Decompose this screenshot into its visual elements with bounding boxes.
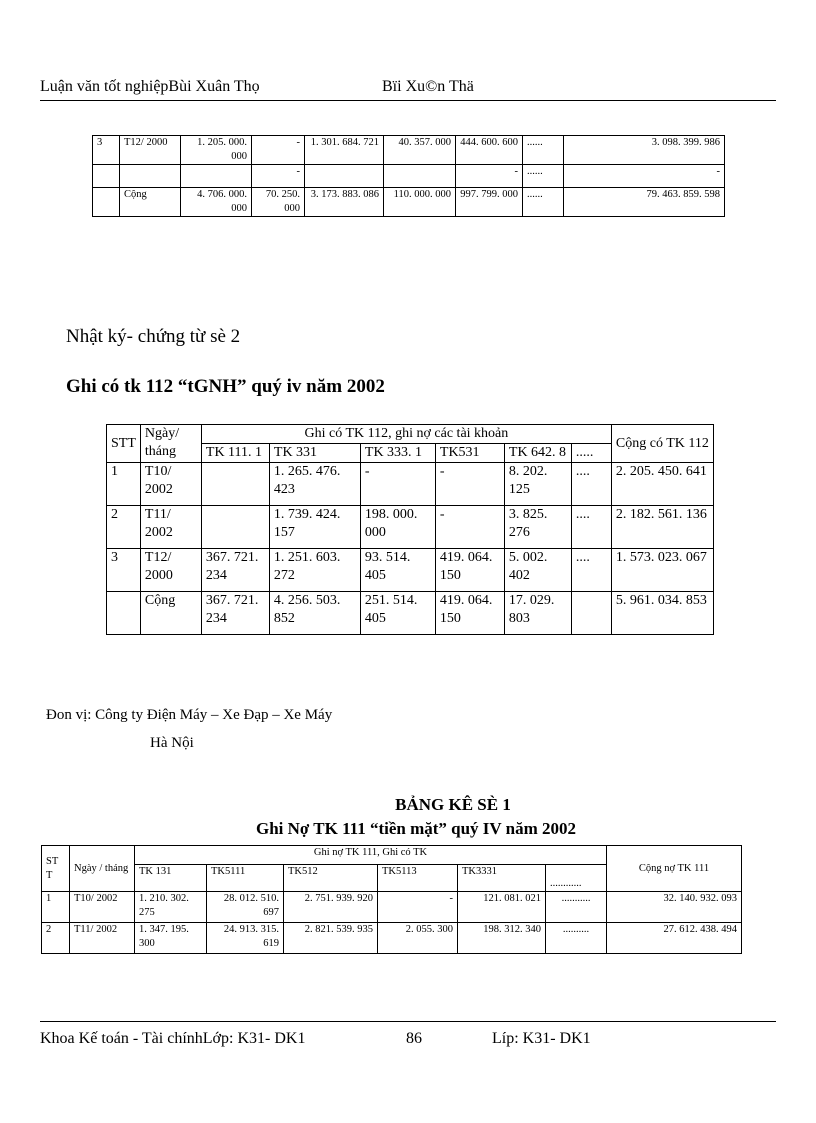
table-cell: 2 xyxy=(107,506,141,549)
section3-title: BẢNG KÊ SÈ 1 xyxy=(395,795,511,814)
footer-rule xyxy=(40,1021,776,1022)
table-cell xyxy=(107,592,141,635)
unit-line2: Hà Nội xyxy=(150,735,194,751)
header-left: Luận văn tốt nghiệpBùi Xuân Thọ xyxy=(40,78,260,95)
table-cell: 419. 064. 150 xyxy=(435,592,504,635)
table-cell: 5. 002. 402 xyxy=(504,549,571,592)
table-row xyxy=(107,549,714,592)
table-cell: T12/ 2000 xyxy=(140,549,201,592)
table-row xyxy=(107,506,714,549)
table-cell xyxy=(384,165,456,188)
table-cell xyxy=(571,592,611,635)
footer-right: Líp: K31- DK1 xyxy=(492,1030,591,1047)
table-cell: 1. 251. 603. 272 xyxy=(269,549,360,592)
t3-subheader: ............ xyxy=(546,865,607,892)
table-cell xyxy=(120,165,181,188)
table-row xyxy=(93,165,725,188)
table-row xyxy=(93,188,725,217)
table-cell: 1. 739. 424. 157 xyxy=(269,506,360,549)
t2-header-group: Ghi có TK 112, ghi nợ các tài khoản xyxy=(201,425,611,444)
table-cell: 3. 098. 399. 986 xyxy=(564,136,725,165)
table-cell: T11/ 2002 xyxy=(140,506,201,549)
table-cell: 997. 799. 000 xyxy=(456,188,523,217)
table-cell: 3 xyxy=(107,549,141,592)
table-cell: 79. 463. 859. 598 xyxy=(564,188,725,217)
table-cell: 24. 913. 315. 619 xyxy=(207,923,284,954)
table-cell: .... xyxy=(571,463,611,506)
table-cell: 70. 250. 000 xyxy=(252,188,305,217)
t3-subheader: TK512 xyxy=(284,865,378,892)
table-cell xyxy=(93,165,120,188)
table-cell: 1. 265. 476. 423 xyxy=(269,463,360,506)
header-center: Bïi Xu©n Thä xyxy=(382,78,474,95)
t3-header-total: Cộng nợ TK 111 xyxy=(607,846,742,892)
table-cell: .... xyxy=(571,549,611,592)
table-cell: 2. 205. 450. 641 xyxy=(611,463,713,506)
table-cell: 2. 055. 300 xyxy=(378,923,458,954)
t3-subheader: TK3331 xyxy=(458,865,546,892)
table-cell: .......... xyxy=(546,923,607,954)
table-cell: 3. 173. 883. 086 xyxy=(305,188,384,217)
table-cell: - xyxy=(252,136,305,165)
table-cell: T12/ 2000 xyxy=(120,136,181,165)
table-cell xyxy=(201,506,269,549)
table-cell xyxy=(93,188,120,217)
table-cell: 1. 573. 023. 067 xyxy=(611,549,713,592)
table-cell: 2. 751. 939. 920 xyxy=(284,892,378,923)
table-cell: 2. 821. 539. 935 xyxy=(284,923,378,954)
table-cell: 198. 312. 340 xyxy=(458,923,546,954)
t2-header-total: Cộng có TK 112 xyxy=(611,425,713,463)
table-cell: - xyxy=(435,463,504,506)
table-cell: 17. 029. 803 xyxy=(504,592,571,635)
t2-header-ngay: Ngày/ tháng xyxy=(140,425,201,463)
table-cell: - xyxy=(435,506,504,549)
table-cell: Cộng xyxy=(120,188,181,217)
table-cell: 367. 721. 234 xyxy=(201,592,269,635)
table-cell: 27. 612. 438. 494 xyxy=(607,923,742,954)
table-cell xyxy=(305,165,384,188)
t2-subheader: TK 642. 8 xyxy=(504,444,571,463)
table-cell: 1 xyxy=(42,892,70,923)
table-cell: ...... xyxy=(523,165,564,188)
table-cell: 1. 347. 195. 300 xyxy=(135,923,207,954)
table-cell: - xyxy=(360,463,435,506)
unit-line1: Đon vị: Công ty Điện Máy – Xe Đạp – Xe Máy xyxy=(46,707,333,723)
table-cell: 367. 721. 234 xyxy=(201,549,269,592)
table-continuation xyxy=(92,135,725,217)
table-cell: 110. 000. 000 xyxy=(384,188,456,217)
t3-header-ngay: Ngày / tháng xyxy=(70,846,135,892)
t2-subheader: TK 333. 1 xyxy=(360,444,435,463)
t3-header-st: ST T xyxy=(42,846,70,892)
table-cell: 1. 210. 302. 275 xyxy=(135,892,207,923)
table-cell xyxy=(181,165,252,188)
t2-subheader: TK 111. 1 xyxy=(201,444,269,463)
table-cell: 1 xyxy=(107,463,141,506)
table-cell: 8. 202. 125 xyxy=(504,463,571,506)
table-row xyxy=(93,136,725,165)
table-tk112 xyxy=(106,424,714,635)
table-cell xyxy=(201,463,269,506)
t2-subheader: TK 331 xyxy=(269,444,360,463)
table-tk111 xyxy=(41,845,742,954)
table-cell: 3 xyxy=(93,136,120,165)
table-cell: 2. 182. 561. 136 xyxy=(611,506,713,549)
table-cell: .... xyxy=(571,506,611,549)
table-cell: - xyxy=(564,165,725,188)
table-cell: 4. 256. 503. 852 xyxy=(269,592,360,635)
section2-title: Nhật ký- chứng từ sè 2 xyxy=(66,326,241,347)
section3-subtitle: Ghi Nợ TK 111 “tiền mặt” quý IV năm 2002 xyxy=(255,819,577,838)
t2-header-stt: STT xyxy=(107,425,141,463)
table-cell: 28. 012. 510. 697 xyxy=(207,892,284,923)
table-cell: - xyxy=(378,892,458,923)
table-cell: ........... xyxy=(546,892,607,923)
table-row xyxy=(42,923,742,954)
table-cell: ...... xyxy=(523,188,564,217)
table-cell: T10/ 2002 xyxy=(140,463,201,506)
table-cell: 2 xyxy=(42,923,70,954)
t3-subheader: TK5113 xyxy=(378,865,458,892)
table-cell: 251. 514. 405 xyxy=(360,592,435,635)
table-cell: 93. 514. 405 xyxy=(360,549,435,592)
table-cell: ...... xyxy=(523,136,564,165)
table-cell: 1. 205. 000. 000 xyxy=(181,136,252,165)
table-cell: 40. 357. 000 xyxy=(384,136,456,165)
table-cell: - xyxy=(252,165,305,188)
table-cell: 3. 825. 276 xyxy=(504,506,571,549)
table-cell: 419. 064. 150 xyxy=(435,549,504,592)
table-cell: 5. 961. 034. 853 xyxy=(611,592,713,635)
footer-left: Khoa Kế toán - Tài chínhLớp: K31- DK1 xyxy=(40,1030,306,1047)
table-row xyxy=(107,463,714,506)
t3-subheader: TK 131 xyxy=(135,865,207,892)
table-cell: 4. 706. 000. 000 xyxy=(181,188,252,217)
table-cell: 198. 000. 000 xyxy=(360,506,435,549)
table-cell: 121. 081. 021 xyxy=(458,892,546,923)
t2-subheader: TK531 xyxy=(435,444,504,463)
table-cell: 32. 140. 932. 093 xyxy=(607,892,742,923)
table-cell: 1. 301. 684. 721 xyxy=(305,136,384,165)
section2-subtitle: Ghi có tk 112 “tGNH” quý iv năm 2002 xyxy=(66,376,385,397)
table-row xyxy=(107,592,714,635)
page-number: 86 xyxy=(406,1030,422,1047)
table-cell: - xyxy=(456,165,523,188)
table-cell: 444. 600. 600 xyxy=(456,136,523,165)
table-cell: T10/ 2002 xyxy=(70,892,135,923)
table-row xyxy=(42,892,742,923)
t2-subheader: ..... xyxy=(571,444,611,463)
t3-header-group: Ghi nợ TK 111, Ghi có TK xyxy=(135,846,607,865)
t3-subheader: TK5111 xyxy=(207,865,284,892)
table-cell: T11/ 2002 xyxy=(70,923,135,954)
table-cell: Cộng xyxy=(140,592,201,635)
header-rule xyxy=(40,100,776,101)
